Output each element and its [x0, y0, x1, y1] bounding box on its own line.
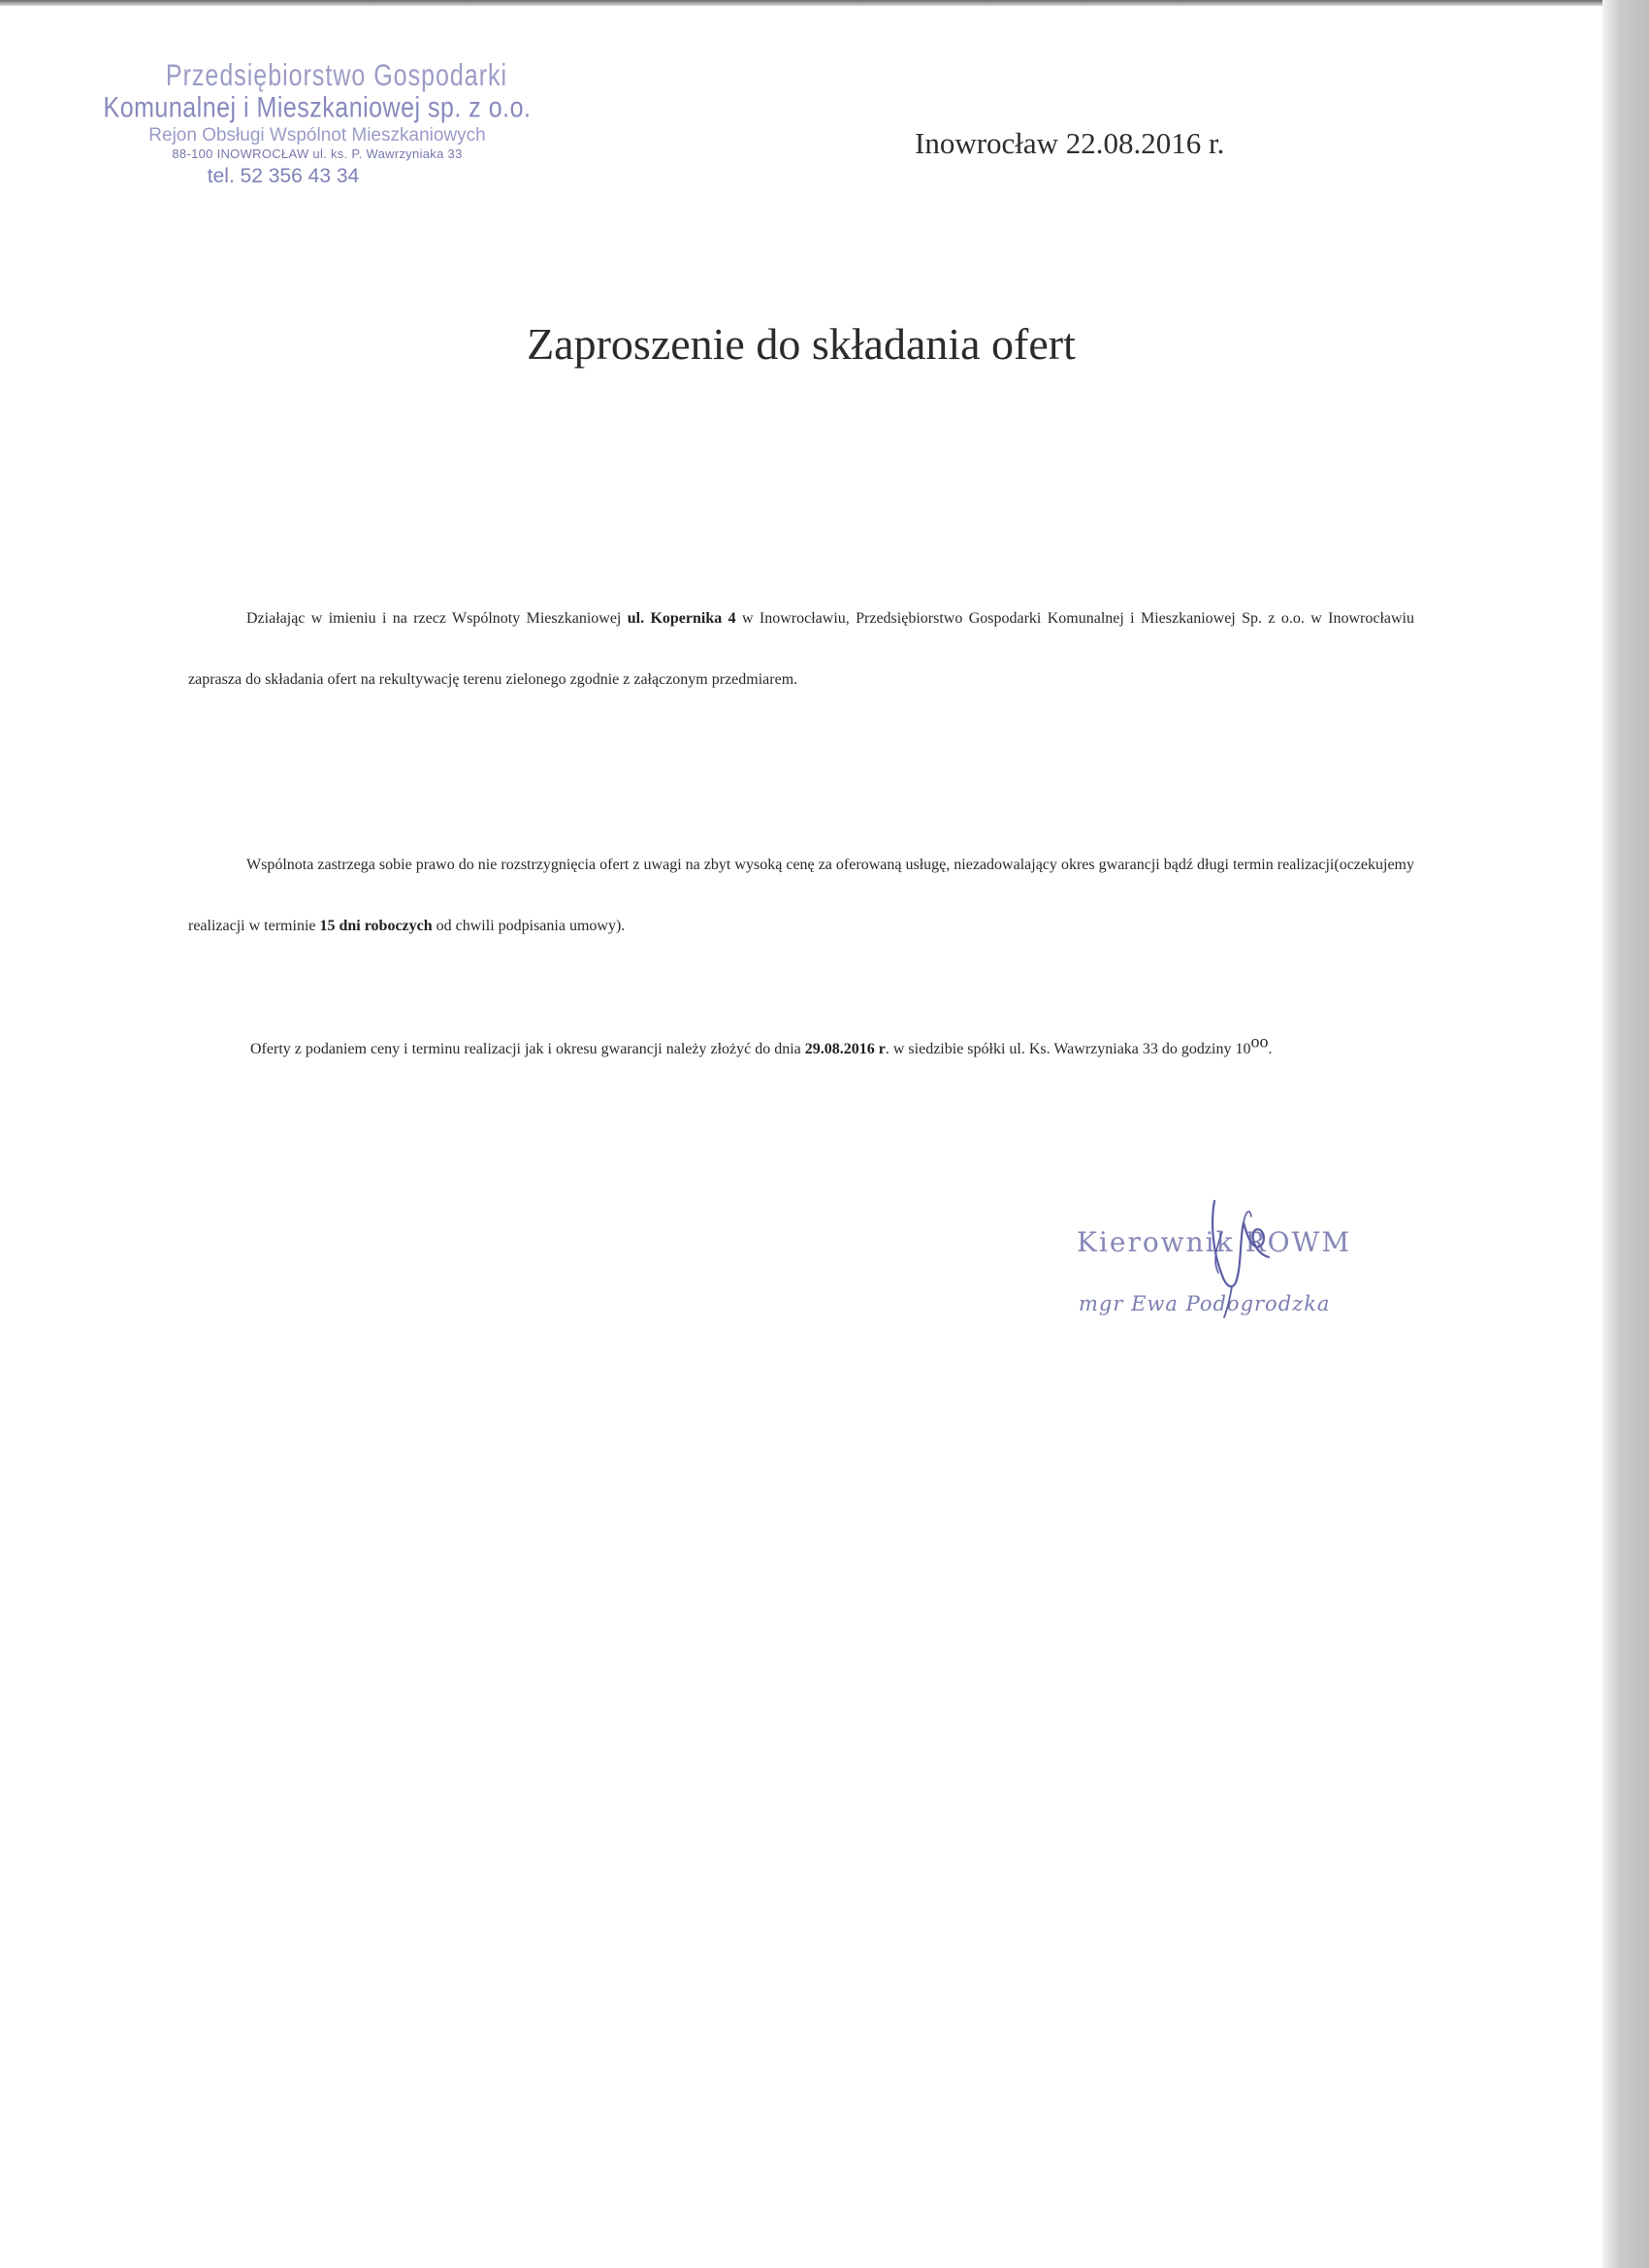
document-title: Zaproszenie do składania ofert	[527, 319, 1076, 369]
handwritten-signature	[1154, 1193, 1329, 1319]
company-stamp	[89, 58, 545, 187]
paragraph-submission-text-3: .	[1268, 1041, 1273, 1057]
paragraph-reservation-text-1: Wspólnota zastrzega sobie prawo do nie rozstrzygnięcia ofert z uwagi na zbyt wysoką cenę za oferowaną usługę, niezadowalający okres gwarancji bądź długi termin realizacji(oczekujemy realizacji w terminie	[188, 857, 1414, 934]
stamp-line-company-2: Komunalnej i Mieszkaniowej sp. z o.o.	[103, 91, 532, 124]
paragraph-submission-hour-superscript: oo	[1250, 1031, 1269, 1052]
paragraph-reservation	[188, 834, 1414, 956]
scan-top-edge	[0, 0, 1649, 6]
paragraph-invitation-text-2: w Inowrocławiu, Przedsiębiorstwo Gospodarki Komunalnej i Mieszkaniowej Sp. z o.o. w Inowrocławiu zaprasza do składania ofert na rekultywację terenu zielonego zgodnie z załączonym przedmiarem.	[188, 610, 1414, 688]
stamp-line-department: Rejon Obsługi Wspólnot Mieszkaniowych	[148, 125, 486, 146]
paragraph-invitation-address: ul. Kopernika 4	[627, 610, 736, 627]
paragraph-reservation-text-2: od chwili podpisania umowy).	[432, 918, 626, 934]
paragraph-submission-text-2: . w siedzibie spółki ul. Ks. Wawrzyniaka 33 do godziny 10	[885, 1041, 1251, 1057]
scan-right-edge	[1602, 0, 1649, 2268]
paragraph-submission-date: 29.08.2016 r	[804, 1041, 886, 1057]
paragraph-invitation-text-1: Działając w imieniu i na rzecz Wspólnoty Mieszkaniowej	[246, 610, 628, 627]
stamp-line-company-1: Przedsiębiorstwo Gospodarki	[165, 58, 508, 93]
paragraph-reservation-deadline: 15 dni roboczych	[319, 918, 433, 934]
paragraph-submission	[188, 1019, 1414, 1080]
signature-stamp	[1077, 1203, 1387, 1329]
document-date: Inowrocław 22.08.2016 r.	[915, 126, 1225, 160]
signature-name: mgr Ewa Podogrodzka	[1079, 1292, 1331, 1315]
stamp-line-address: 88-100 INOWROCŁAW ul. ks. P. Wawrzyniaka 33	[172, 146, 463, 161]
paragraph-invitation	[188, 588, 1414, 710]
stamp-line-phone: tel. 52 356 43 34	[207, 165, 360, 187]
signature-role: Kierownik ROWM	[1077, 1226, 1351, 1258]
paragraph-submission-text-1: Oferty z podaniem ceny i terminu realizacji jak i okresu gwarancji należy złożyć do dnia	[250, 1041, 805, 1057]
